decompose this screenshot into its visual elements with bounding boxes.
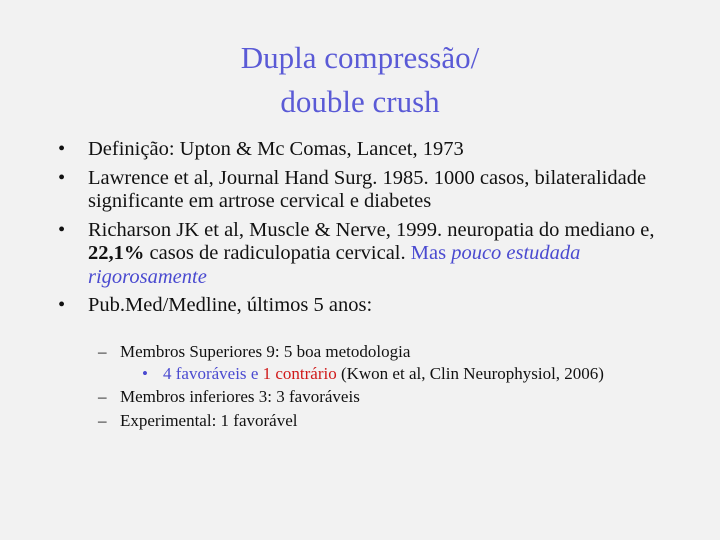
- sub-sub-bullet-results: [130, 363, 698, 384]
- richarson-text-2: casos de radiculopatia cervical.: [144, 242, 411, 264]
- bullet-list: [58, 138, 698, 323]
- title-line-1: Dupla compressão/: [240, 40, 480, 75]
- bullet-pubmed: • Pub.Med/Medline, últimos 5 anos:: [58, 294, 698, 318]
- richarson-note-plain: Mas: [410, 242, 447, 264]
- sub-bullet-upper-limbs-text: Membros Superiores 9: 5 boa metodologia: [120, 342, 411, 361]
- slide-title: [0, 36, 720, 124]
- sub-bullet-list: [98, 340, 698, 433]
- richarson-text: Richarson JK et al, Muscle & Nerve, 1999. neuropatia do mediano e,: [88, 218, 655, 241]
- citation: (Kwon et al, Clin Neurophysiol, 2006): [336, 364, 604, 383]
- richarson-note-italic: pouco estudada rigorosamente: [88, 242, 581, 288]
- title-line-2: double crush: [280, 84, 440, 119]
- contrary-count: 1 contrário: [262, 364, 337, 383]
- bullet-definition: • Definição: Upton & Mc Comas, Lancet, 1973: [58, 138, 698, 162]
- richarson-percentage: 22,1%: [88, 242, 145, 264]
- favorable-count: 4 favoráveis: [163, 364, 247, 383]
- sub-bullet-lower-limbs: – Membros inferiores 3: 3 favoráveis: [98, 385, 698, 408]
- bullet-richarson: [58, 219, 698, 290]
- sub-sub-list: [120, 363, 698, 384]
- sub-bullet-experimental: – Experimental: 1 favorável: [98, 409, 698, 432]
- sub-bullet-upper-limbs: [98, 340, 698, 384]
- bullet-lawrence: • Lawrence et al, Journal Hand Surg. 1985. 1000 casos, bilateralidade significante em artrose cervical e diabetes: [58, 167, 698, 214]
- conjunction: e: [246, 364, 263, 383]
